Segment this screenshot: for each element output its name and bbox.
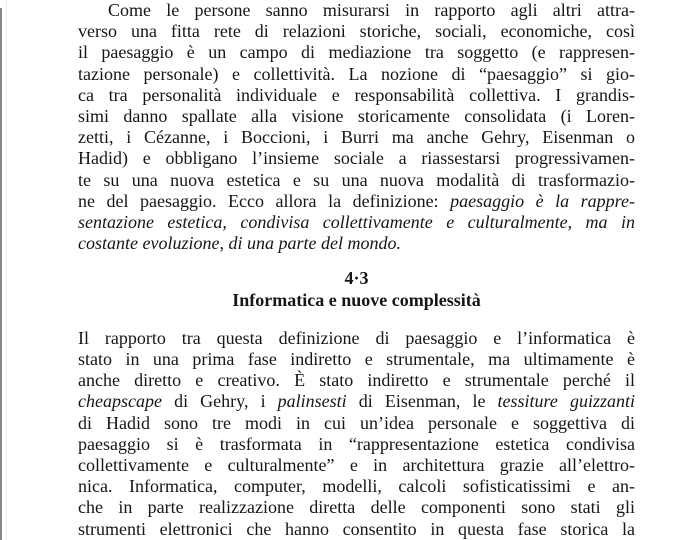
text-segment: paesaggio si è trasformata in “rappresentazione estetica condivisa [78, 433, 635, 454]
text-segment: Il rapporto tra questa definizione di paesaggio e l’informatica è [78, 327, 635, 348]
section-heading [78, 268, 635, 310]
text-segment: simi danno spallate alla visione storicamente consolidata (i Loren- [78, 106, 635, 127]
text-segment: te su una nuova estetica e su una nuova modalità di trasformazio- [78, 169, 635, 190]
text-line [78, 148, 635, 169]
text-segment: verso una fitta rete di relazioni storiche, sociali, economiche, così [78, 21, 635, 42]
text-line [78, 434, 635, 455]
text-line [78, 391, 635, 412]
text-segment: Hadid) e obbligano l’insieme sociale a riassestarsi progressivamen- [78, 148, 635, 169]
text-line [78, 106, 635, 127]
text-segment: nica. Informatica, computer, modelli, calcoli sofisticatissimi e an- [78, 476, 635, 497]
text-segment: di Eisenman, le [346, 391, 498, 412]
italic-text-segment: tessiture guizzanti [497, 391, 635, 412]
text-segment: di Hadid sono tre modi in cui un’idea personale e soggettiva di [78, 412, 635, 433]
text-line [78, 0, 635, 21]
text-line [78, 519, 635, 540]
text-line [78, 455, 635, 476]
text-segment: zetti, i Cézanne, i Boccioni, i Burri ma anche Gehry, Eisenman o [78, 127, 635, 148]
text-line [78, 233, 635, 254]
italic-text-segment: palinsesti [277, 391, 347, 412]
text-segment: strumenti elettronici che hanno consentito in questa fase storica la [78, 518, 635, 539]
text-line [78, 370, 635, 391]
text-line [78, 127, 635, 148]
scan-edge-line [0, 8, 2, 540]
text-column [78, 0, 635, 540]
text-line [78, 476, 635, 497]
text-line [78, 328, 635, 349]
text-line [78, 170, 635, 191]
text-line [78, 212, 635, 233]
text-segment: collettivamente e culturalmente” e in architettura grazie all’elettro- [78, 455, 635, 476]
text-segment: tazione personale) e collettività. La nozione di “paesaggio” si gio- [78, 63, 635, 84]
text-segment: il paesaggio è un campo di mediazione tra soggetto (e rappresen- [78, 42, 635, 63]
paragraph-informatica [78, 328, 635, 540]
text-line [78, 349, 635, 370]
text-line [78, 413, 635, 434]
text-line [78, 21, 635, 42]
paragraph-landscape-definition [78, 0, 635, 254]
section-number: 4·3 [344, 268, 369, 289]
text-line [78, 497, 635, 518]
text-segment: di Gehry, i [161, 391, 278, 412]
section-title: Informatica e nuove complessità [232, 289, 481, 310]
italic-text-segment: sentazione estetica, condivisa collettivamente e culturalmente, ma in [78, 212, 635, 233]
text-line [78, 42, 635, 63]
italic-text-segment: paesaggio è la rappre- [450, 190, 636, 211]
text-segment: stato in una prima fase indiretto e strumentale, ma ultimamente è [78, 349, 635, 370]
text-segment: Come le persone sanno misurarsi in rapporto agli altri attra- [108, 0, 635, 20]
italic-text-segment: cheapscape [78, 391, 162, 412]
text-line [78, 85, 635, 106]
text-line [78, 191, 635, 212]
italic-text-segment: costante evoluzione, di una parte del mondo. [78, 233, 401, 254]
text-segment: che in parte realizzazione diretta delle componenti sono stati gli [78, 497, 635, 518]
text-segment: ca tra personalità individuale e responsabilità collettiva. I grandis- [78, 84, 635, 105]
text-segment: anche diretto e creativo. È stato indiretto e strumentale perché il [78, 370, 635, 391]
text-segment: ne del paesaggio. Ecco allora la definizione: [78, 190, 451, 211]
text-line [78, 64, 635, 85]
scan-edge-faint-line [6, 0, 7, 540]
